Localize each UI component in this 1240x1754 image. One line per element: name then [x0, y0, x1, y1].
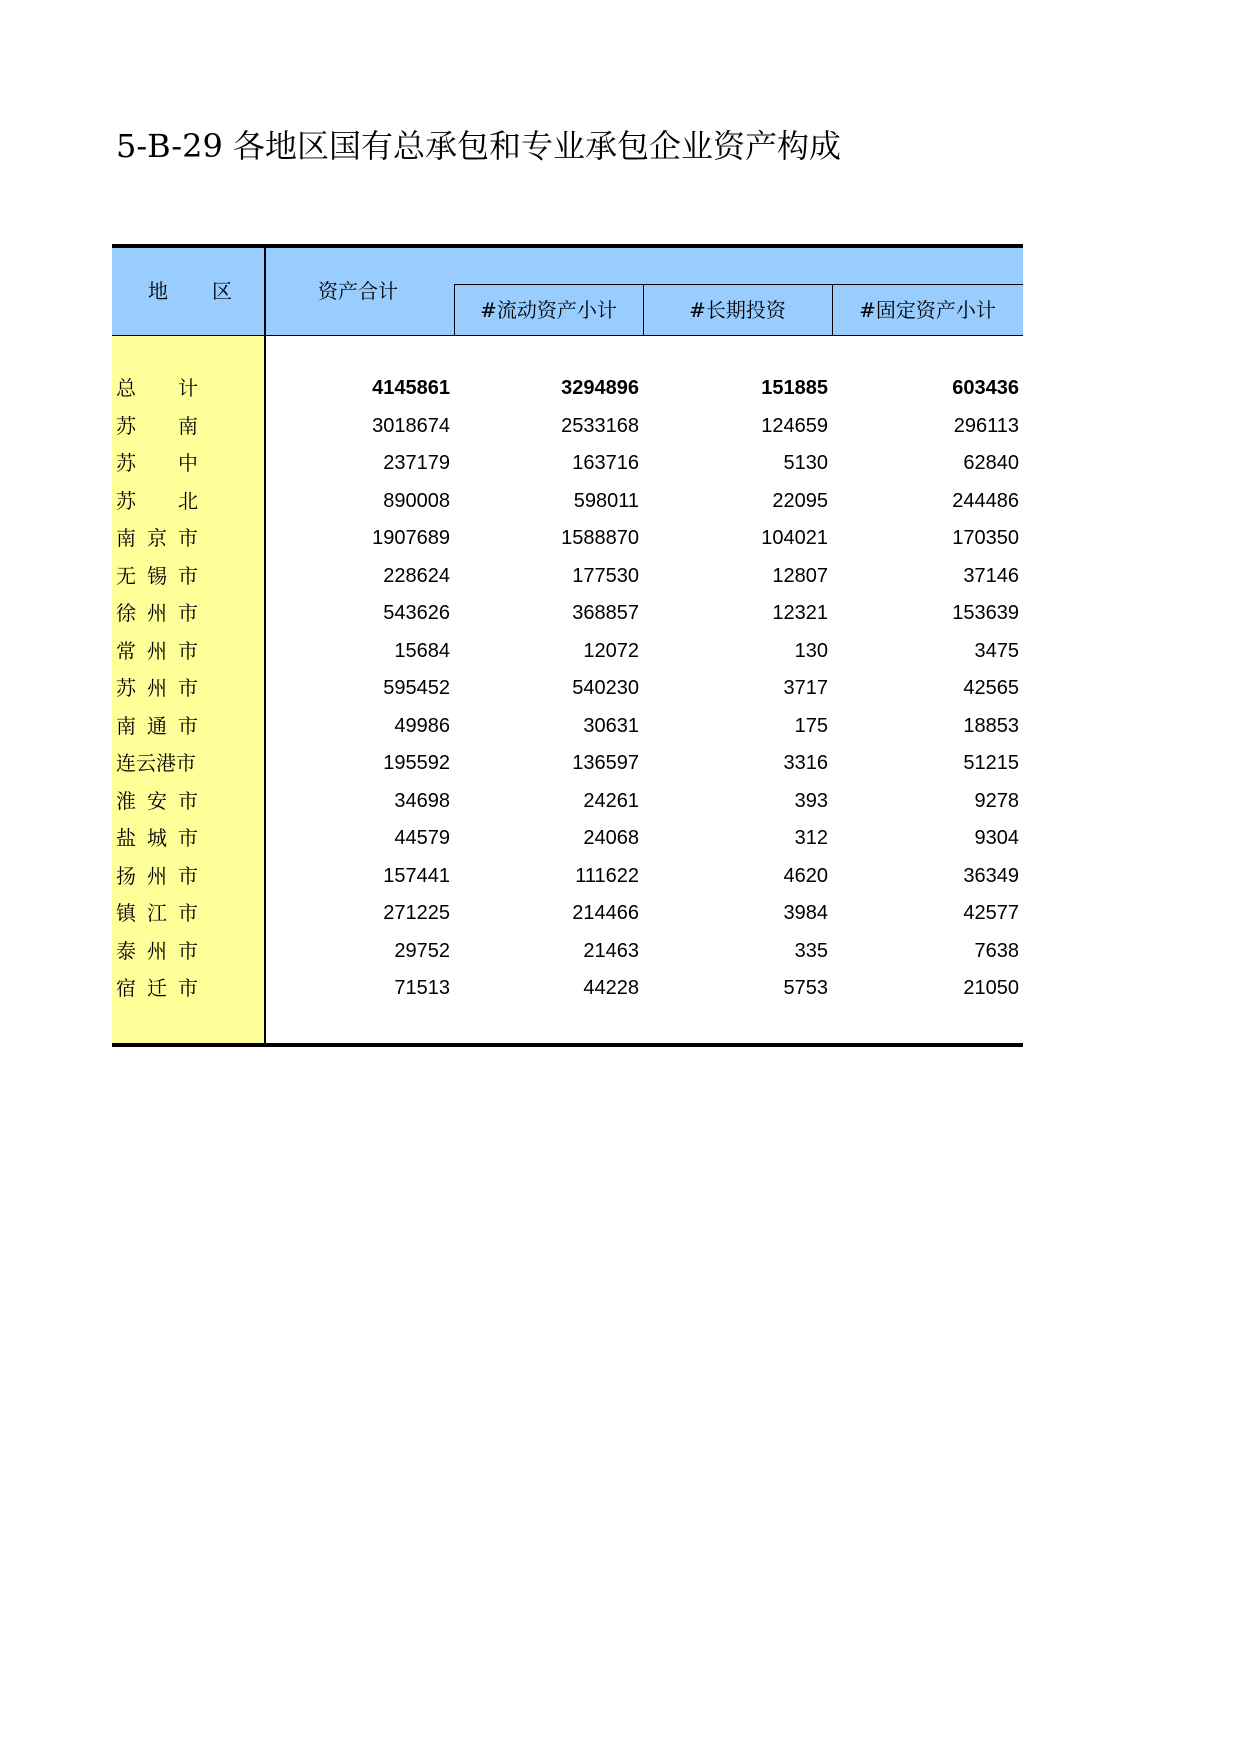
row-region-name [116, 671, 264, 705]
cell-total: 271225 [383, 902, 450, 924]
cell-long-term-investment: 151885 [761, 377, 828, 399]
row-region-char: 淮 [116, 788, 136, 813]
row-region-char: 南 [178, 413, 198, 438]
cell-current-assets: 598011 [573, 489, 639, 512]
cell-fixed-assets: 42565 [963, 677, 1019, 699]
header-long-term-investment: #长期投资 [689, 298, 786, 322]
cell-current-assets: 1588870 [561, 527, 639, 549]
header-fixed-assets: #固定资产小计 [859, 298, 996, 322]
header-region [148, 278, 232, 304]
cell-current-assets: 368857 [572, 602, 639, 624]
row-region-char: 泰 [116, 938, 136, 963]
cell-current-assets: 2533168 [561, 414, 639, 437]
header-region-char-2: 区 [212, 279, 232, 303]
cell-long-term-investment: 335 [794, 939, 828, 962]
row-region-char: 苏 [116, 451, 136, 475]
row-region-char: 城 [147, 826, 167, 850]
row-region-char: 扬 [116, 863, 136, 888]
table-row [112, 896, 1023, 930]
cell-total: 4145861 [372, 377, 450, 399]
row-region-char: 州 [147, 638, 167, 663]
row-region-name [116, 709, 264, 743]
cell-total: 1907689 [372, 527, 450, 549]
row-region-name [116, 859, 264, 893]
row-region-char: 市 [178, 788, 198, 813]
cell-long-term-investment: 5753 [783, 977, 828, 999]
cell-fixed-assets: 51215 [963, 752, 1019, 774]
header-bottom-rule [112, 335, 1023, 336]
cell-fixed-assets: 7638 [974, 939, 1019, 962]
header-total: 资产合计 [318, 279, 398, 303]
row-region-name [116, 409, 264, 443]
row-region-name [116, 896, 264, 930]
cell-total: 228624 [383, 564, 450, 587]
cell-current-assets: 24261 [583, 789, 639, 812]
row-region-char: 镇 [116, 901, 136, 925]
cell-current-assets: 177530 [572, 564, 639, 587]
cell-long-term-investment: 22095 [772, 489, 828, 512]
row-region-char: 迁 [147, 976, 167, 1000]
row-region-char: 中 [178, 451, 198, 475]
cell-total: 49986 [394, 714, 450, 737]
row-region-char: 州 [147, 863, 167, 888]
cell-current-assets: 163716 [572, 452, 639, 474]
row-region-char: 市 [178, 676, 198, 700]
row-region-char: 市 [178, 901, 198, 925]
cell-fixed-assets: 37146 [963, 564, 1019, 587]
cell-total: 157441 [383, 864, 450, 887]
table-row [112, 484, 1023, 518]
cell-current-assets: 21463 [583, 939, 639, 962]
row-region-char: 市 [178, 563, 198, 588]
table-row [112, 671, 1023, 705]
table-row [112, 409, 1023, 443]
table-row [112, 784, 1023, 818]
cell-total: 71513 [394, 977, 450, 999]
row-region-char: 南 [116, 526, 136, 550]
row-region-name [116, 746, 264, 780]
row-region-char: 市 [178, 638, 198, 663]
row-region-char: 江 [147, 901, 167, 925]
cell-fixed-assets: 9304 [974, 827, 1019, 849]
row-region-name [116, 371, 264, 405]
asset-table [112, 244, 1023, 1047]
table-row [112, 709, 1023, 743]
table-row [112, 371, 1023, 405]
cell-fixed-assets: 42577 [963, 902, 1019, 924]
cell-total: 15684 [394, 639, 450, 662]
cell-long-term-investment: 12807 [772, 564, 828, 587]
table-row [112, 859, 1023, 893]
cell-fixed-assets: 62840 [963, 452, 1019, 474]
cell-fixed-assets: 153639 [952, 602, 1019, 624]
row-region-name [116, 934, 264, 968]
cell-total: 237179 [383, 452, 450, 474]
row-region-char: 苏 [116, 413, 136, 438]
row-region-name [116, 971, 264, 1005]
cell-long-term-investment: 124659 [761, 414, 828, 437]
cell-long-term-investment: 312 [794, 827, 828, 849]
cell-long-term-investment: 5130 [783, 452, 828, 474]
cell-long-term-investment: 393 [794, 789, 828, 812]
cell-current-assets: 214466 [572, 902, 639, 924]
cell-current-assets: 30631 [583, 714, 639, 737]
cell-long-term-investment: 3984 [783, 902, 828, 924]
cell-fixed-assets: 18853 [963, 714, 1019, 737]
table-row [112, 634, 1023, 668]
row-region-char: 无 [116, 563, 136, 588]
row-region-char: 总 [116, 376, 136, 400]
row-region-char: 常 [116, 638, 136, 663]
cell-long-term-investment: 104021 [761, 527, 828, 549]
row-region-name [116, 446, 264, 480]
row-region-char: 徐 [116, 601, 136, 625]
row-region-name [116, 596, 264, 630]
cell-long-term-investment: 4620 [783, 864, 828, 887]
row-region-char: 市 [178, 713, 198, 738]
row-region-name [116, 821, 264, 855]
cell-current-assets: 44228 [583, 977, 639, 999]
row-region-name [116, 521, 264, 555]
row-region-char: 苏 [116, 676, 136, 700]
row-region-char: 锡 [147, 563, 167, 588]
cell-total: 34698 [394, 789, 450, 812]
table-row [112, 746, 1023, 780]
cell-current-assets: 111622 [575, 864, 639, 887]
row-region-name [116, 634, 264, 668]
row-region-char: 南 [116, 713, 136, 738]
cell-fixed-assets: 296113 [953, 414, 1019, 437]
table-row [112, 446, 1023, 480]
header-current-assets: #流动资产小计 [480, 298, 617, 322]
cell-total: 543626 [383, 602, 450, 624]
row-region-char: 市 [178, 601, 198, 625]
row-region-char: 计 [178, 376, 198, 400]
cell-fixed-assets: 9278 [974, 789, 1019, 812]
row-region-char: 北 [178, 488, 198, 513]
row-region-char: 州 [147, 676, 167, 700]
row-region-char: 通 [147, 713, 167, 738]
cell-total: 29752 [394, 939, 450, 962]
cell-total: 595452 [383, 677, 450, 699]
page-title: 5-B-29 各地区国有总承包和专业承包企业资产构成 [116, 127, 841, 165]
cell-long-term-investment: 175 [794, 714, 828, 737]
row-region-char: 市 [178, 826, 198, 850]
table-row [112, 521, 1023, 555]
cell-total: 890008 [383, 489, 450, 512]
row-region-char: 苏 [116, 488, 136, 513]
row-region-char: 市 [178, 938, 198, 963]
bottom-rule [112, 1043, 1023, 1047]
cell-current-assets: 136597 [572, 752, 639, 774]
cell-total: 195592 [383, 752, 450, 774]
row-region-name [116, 559, 264, 593]
row-region-char: 州 [147, 601, 167, 625]
table-row [112, 596, 1023, 630]
row-region-char: 连云港市 [116, 751, 196, 775]
table-row [112, 934, 1023, 968]
row-region-char: 安 [147, 788, 167, 813]
row-region-char: 州 [147, 938, 167, 963]
cell-long-term-investment: 3717 [783, 677, 828, 699]
row-region-char: 京 [147, 526, 167, 550]
cell-fixed-assets: 170350 [952, 527, 1019, 549]
top-rule [112, 244, 1023, 248]
cell-long-term-investment: 12321 [772, 602, 828, 624]
cell-current-assets: 12072 [583, 639, 639, 662]
subheader-rule [454, 284, 1023, 285]
cell-total: 44579 [394, 827, 450, 849]
cell-current-assets: 24068 [583, 827, 639, 849]
table-row [112, 971, 1023, 1005]
table-row [112, 821, 1023, 855]
row-region-name [116, 484, 264, 518]
row-region-char: 市 [178, 976, 198, 1000]
table-row [112, 559, 1023, 593]
cell-current-assets: 540230 [572, 677, 639, 699]
row-region-char: 市 [178, 863, 198, 888]
cell-fixed-assets: 3475 [974, 639, 1019, 662]
cell-fixed-assets: 244486 [952, 489, 1019, 512]
row-region-char: 宿 [116, 976, 136, 1000]
cell-fixed-assets: 603436 [952, 377, 1019, 399]
cell-current-assets: 3294896 [561, 377, 639, 399]
row-region-char: 市 [178, 526, 198, 550]
cell-total: 3018674 [372, 414, 450, 437]
cell-fixed-assets: 36349 [963, 864, 1019, 887]
row-region-char: 盐 [116, 826, 136, 850]
cell-long-term-investment: 3316 [783, 752, 828, 774]
cell-long-term-investment: 130 [794, 639, 828, 662]
row-region-name [116, 784, 264, 818]
cell-fixed-assets: 21050 [963, 977, 1019, 999]
header-region-char-1: 地 [148, 279, 168, 303]
